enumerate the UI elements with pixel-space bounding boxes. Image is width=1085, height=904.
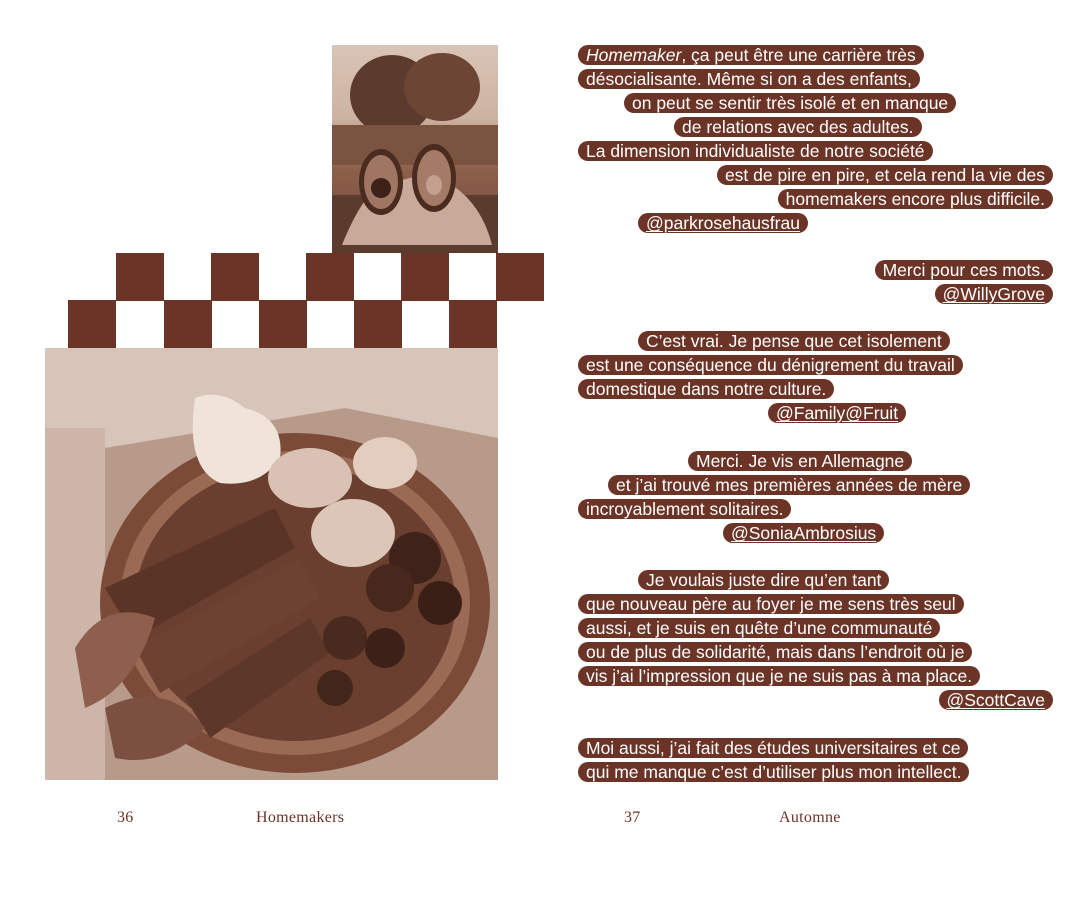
- user-handle-link[interactable]: @Family@Fruit: [578, 401, 1053, 425]
- message-line: aussi, et je suis en quête d’une communauté: [578, 616, 1053, 640]
- message-line: homemakers encore plus difficile.: [578, 187, 1053, 211]
- message-line: domestique dans notre culture.: [578, 377, 1053, 401]
- user-handle-link[interactable]: @ScottCave: [578, 688, 1053, 712]
- message-line: Merci pour ces mots.: [578, 258, 1053, 282]
- right-running-title: Automne: [779, 809, 841, 826]
- message-line: ou de plus de solidarité, mais dans l’endroit où je: [578, 640, 1053, 664]
- checkerboard-pattern: [68, 253, 544, 348]
- food-basket-photo: [45, 348, 498, 780]
- avocado-photo: [332, 45, 498, 253]
- right-page-number: 37: [624, 809, 641, 826]
- message-line: on peut se sentir très isolé et en manque: [578, 91, 1053, 115]
- chat-message-5: [578, 568, 1053, 712]
- chat-message-2: [578, 258, 1053, 306]
- user-handle-link[interactable]: @WillyGrove: [578, 282, 1053, 306]
- message-line: que nouveau père au foyer je me sens très seul: [578, 592, 1053, 616]
- left-running-title: Homemakers: [256, 809, 345, 826]
- message-line: désocialisante. Même si on a des enfants,: [578, 67, 1053, 91]
- message-line: incroyablement solitaires.: [578, 497, 1053, 521]
- message-line: La dimension individualiste de notre société: [578, 139, 1053, 163]
- message-line: et j’ai trouvé mes premières années de mère: [578, 473, 1053, 497]
- message-line: Merci. Je vis en Allemagne: [578, 449, 1053, 473]
- message-line: vis j’ai l’impression que je ne suis pas à ma place.: [578, 664, 1053, 688]
- chat-message-1: [578, 43, 1053, 235]
- chat-message-4: [578, 449, 1053, 545]
- message-line: est de pire en pire, et cela rend la vie des: [578, 163, 1053, 187]
- left-page-number: 36: [117, 809, 134, 826]
- message-line: est une conséquence du dénigrement du travail: [578, 353, 1053, 377]
- chat-message-6: [578, 736, 1053, 784]
- message-line: de relations avec des adultes.: [578, 115, 1053, 139]
- message-line: C’est vrai. Je pense que cet isolement: [578, 329, 1053, 353]
- chat-message-3: [578, 329, 1053, 425]
- message-line: qui me manque c’est d’utiliser plus mon intellect.: [578, 760, 1053, 784]
- message-line: Je voulais juste dire qu’en tant: [578, 568, 1053, 592]
- user-handle-link[interactable]: @parkrosehausfrau: [578, 211, 1053, 235]
- message-line: Homemaker, ça peut être une carrière très: [578, 43, 1053, 67]
- user-handle-link[interactable]: @SoniaAmbrosius: [578, 521, 1053, 545]
- message-line: Moi aussi, j’ai fait des études universitaires et ce: [578, 736, 1053, 760]
